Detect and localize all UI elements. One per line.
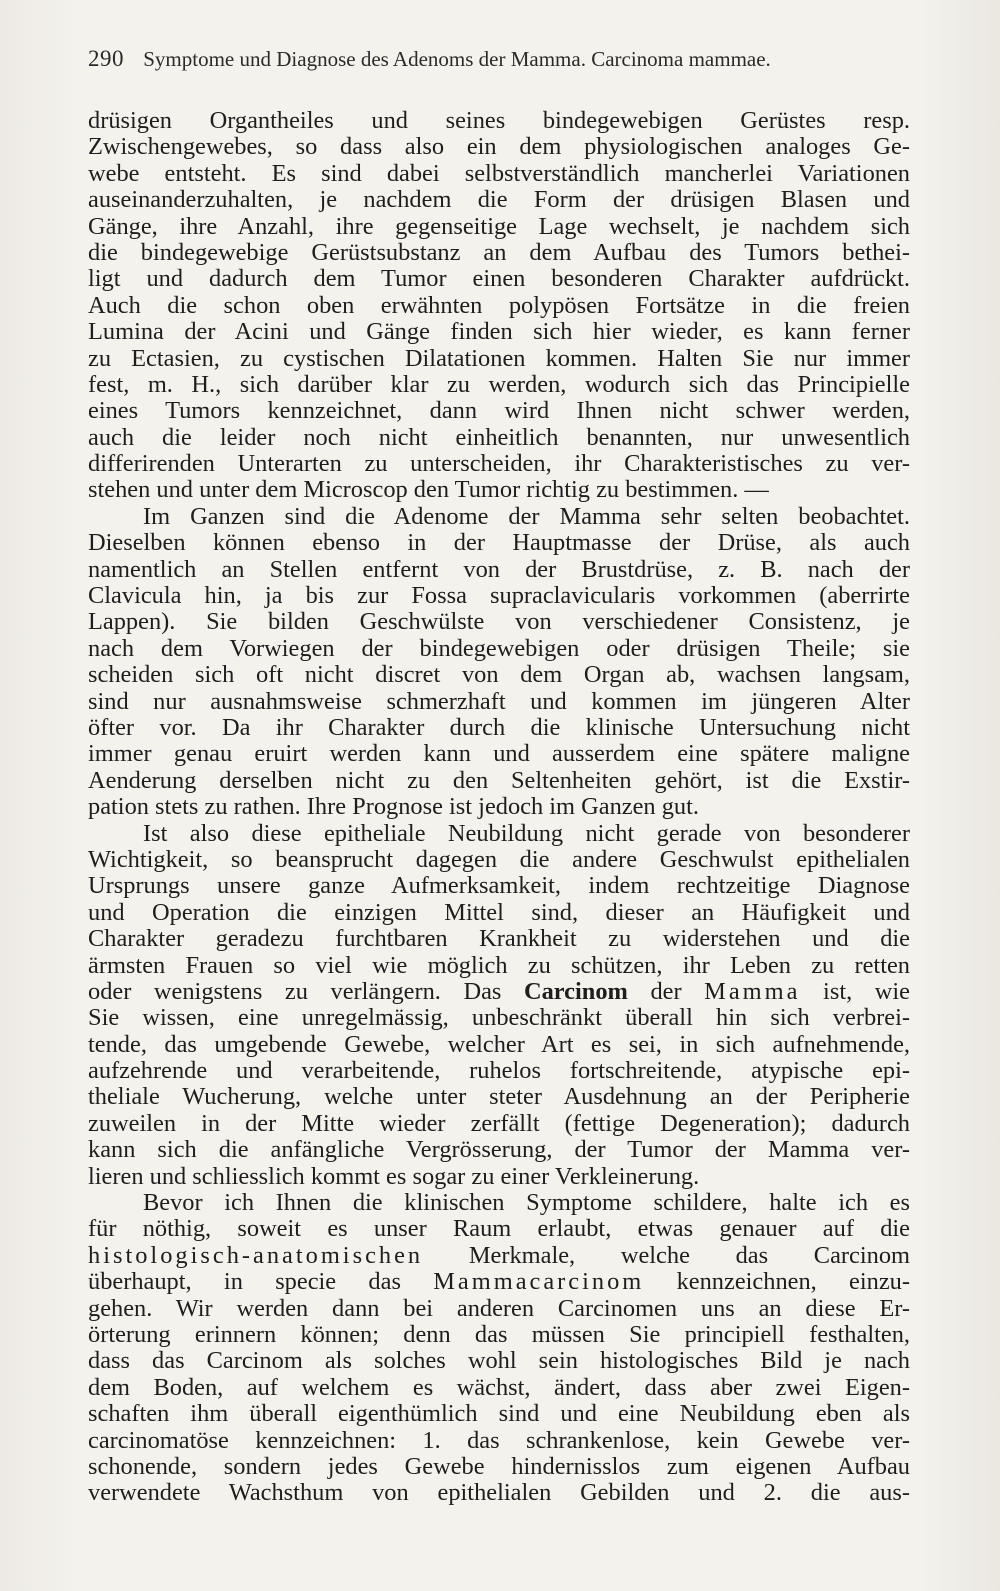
- text-line: Sie wissen, eine unregelmässig, unbeschränkt überall hin sich verbrei-: [88, 1005, 910, 1032]
- text-line: kann sich die anfängliche Vergrösserung, der Tumor der Mamma ver-: [88, 1137, 910, 1164]
- text-line: stehen und unter dem Microscop den Tumor richtig zu bestimmen. —: [88, 477, 769, 504]
- text-line: [88, 1269, 910, 1295]
- running-header: [88, 46, 888, 78]
- text-line: Im Ganzen sind die Adenome der Mamma sehr selten beobachtet.: [143, 503, 910, 530]
- text-line: lieren und schliesslich kommt es sogar zu einer Verkleinerung.: [88, 1163, 700, 1190]
- text-line: Lappen). Sie bilden Geschwülste von verschiedener Consistenz, je: [88, 609, 910, 636]
- text-line: tende, das umgebende Gewebe, welcher Art es sei, in sich aufnehmende,: [88, 1031, 910, 1058]
- text-line: aufzehrende und verarbeitende, ruhelos fortschreitende, atypische epi-: [88, 1058, 910, 1085]
- text-line: immer genau eruirt werden kann und ausserdem eine spätere maligne: [88, 741, 910, 768]
- text-segment: Merkmale, welche das Carcinom: [423, 1242, 910, 1269]
- text-line: theliale Wucherung, welche unter steter Ausdehnung an der Peripherie: [88, 1084, 910, 1111]
- text-line: Ursprungs unsere ganze Aufmerksamkeit, indem rechtzeitige Diagnose: [88, 873, 910, 900]
- text-line: Auch die schon oben erwähnten polypösen Fortsätze in die freien: [88, 292, 910, 319]
- text-line: pation stets zu rathen. Ihre Prognose ist jedoch im Ganzen gut.: [88, 794, 699, 821]
- text-line: öfter vor. Da ihr Charakter durch die klinische Untersuchung nicht: [88, 714, 910, 741]
- text-line: ligt und dadurch dem Tumor einen besonderen Charakter aufdrückt.: [88, 266, 910, 293]
- text-line: und Operation die einzigen Mittel sind, dieser an Häufigkeit und: [88, 899, 910, 926]
- text-line: fest, m. H., sich darüber klar zu werden, wodurch sich das Principielle: [88, 371, 910, 398]
- text-line: [88, 1243, 910, 1269]
- text-line: verwendete Wachsthum von epithelialen Gebilden und 2. die aus-: [88, 1480, 910, 1507]
- text-segment: ist, wie: [800, 978, 910, 1005]
- text-line: Aenderung derselben nicht zu den Seltenheiten gehört, ist die Exstir-: [88, 767, 910, 794]
- text-line: zuweilen in der Mitte wieder zerfällt (fettige Degeneration); dadurch: [88, 1110, 910, 1137]
- emphasis-bold: Carcinom: [523, 978, 628, 1005]
- text-line: eines Tumors kennzeichnet, dann wird Ihnen nicht schwer werden,: [88, 398, 910, 425]
- text-line: scheiden sich oft nicht discret von dem Organ ab, wachsen langsam,: [88, 662, 910, 689]
- text-segment: oder wenigstens zu verlängern. Das: [88, 978, 524, 1005]
- text-line: sind nur ausnahmsweise schmerzhaft und kommen im jüngeren Alter: [88, 688, 910, 715]
- text-line: für nöthig, soweit es unser Raum erlaubt, etwas genauer auf die: [88, 1216, 910, 1243]
- text-line: [88, 979, 910, 1005]
- text-line: örterung erinnern können; denn das müssen Sie principiell festhalten,: [88, 1321, 910, 1348]
- text-line: carcinomatöse kennzeichnen: 1. das schrankenlose, kein Gewebe ver-: [88, 1427, 910, 1454]
- text-line: Dieselben können ebenso in der Hauptmasse der Drüse, als auch: [88, 530, 910, 557]
- text-line: auseinanderzuhalten, je nachdem die Form der drüsigen Blasen und: [88, 187, 910, 214]
- text-line: Ist also diese epitheliale Neubildung nicht gerade von besonderer: [143, 820, 910, 847]
- page-number: 290: [88, 46, 124, 71]
- emphasis-spaced: histologisch-anatomischen: [88, 1242, 424, 1269]
- text-line: Lumina der Acini und Gänge finden sich hier wieder, es kann ferner: [88, 319, 910, 346]
- running-title: Symptome und Diagnose des Adenoms der Mamma. Carcinoma mammae.: [143, 47, 771, 71]
- emphasis-spaced: Mamma: [704, 978, 801, 1005]
- text-line: dass das Carcinom als solches wohl sein histologisches Bild je nach: [88, 1348, 910, 1375]
- text-line: die bindegewebige Gerüstsubstanz an dem Aufbau des Tumors bethei-: [88, 239, 910, 266]
- body-text: [88, 108, 910, 1548]
- text-segment: überhaupt, in specie das: [88, 1269, 434, 1296]
- text-line: gehen. Wir werden dann bei anderen Carcinomen uns an diese Er-: [88, 1295, 910, 1322]
- text-line: differirenden Unterarten zu unterscheiden, ihr Charakteristisches zu ver-: [88, 451, 910, 478]
- text-line: webe entsteht. Es sind dabei selbstverständlich mancherlei Variationen: [88, 160, 910, 187]
- text-segment: kennzeichnen, einzu-: [644, 1269, 910, 1296]
- text-segment: der: [627, 978, 705, 1005]
- text-line: Charakter geradezu furchtbaren Krankheit zu widerstehen und die: [88, 926, 910, 953]
- text-line: schaften ihm überall eigenthümlich sind und eine Neubildung eben als: [88, 1401, 910, 1428]
- text-line: drüsigen Organtheiles und seines bindegewebigen Gerüstes resp.: [88, 108, 910, 134]
- text-line: Clavicula hin, ja bis zur Fossa supraclavicularis vorkommen (aberrirte: [88, 583, 910, 610]
- text-line: Zwischengewebes, so dass also ein dem physiologischen analoges Ge-: [88, 134, 910, 161]
- text-line: auch die leider noch nicht einheitlich benannten, nur unwesentlich: [88, 424, 910, 451]
- text-line: Gänge, ihre Anzahl, ihre gegenseitige Lage wechselt, je nachdem sich: [88, 213, 910, 240]
- text-line: dem Boden, auf welchem es wächst, ändert, dass aber zwei Eigen-: [88, 1374, 910, 1401]
- text-line: ärmsten Frauen so viel wie möglich zu schützen, ihr Leben zu retten: [88, 952, 910, 979]
- emphasis-spaced: Mammacarcinom: [433, 1269, 645, 1296]
- text-line: namentlich an Stellen entfernt von der Brustdrüse, z. B. nach der: [88, 556, 910, 583]
- text-line: schonende, sondern jedes Gewebe hindernisslos zum eigenen Aufbau: [88, 1453, 910, 1480]
- text-line: Bevor ich Ihnen die klinischen Symptome schildere, halte ich es: [143, 1190, 910, 1217]
- text-line: nach dem Vorwiegen der bindegewebigen oder drüsigen Theile; sie: [88, 635, 910, 662]
- text-line: zu Ectasien, zu cystischen Dilatationen kommen. Halten Sie nur immer: [88, 345, 910, 372]
- text-line: Wichtigkeit, so beansprucht dagegen die andere Geschwulst epithelialen: [88, 846, 910, 873]
